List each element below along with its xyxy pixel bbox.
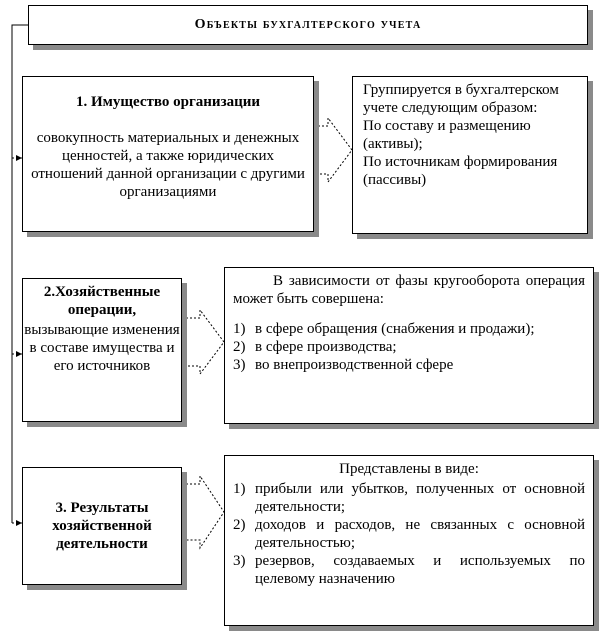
object-2-heading: 2.Хозяйственные операции, [43, 284, 161, 318]
object-2-detail-intro: В зависимости от фазы кругооборота операция может быть совершена: [233, 273, 585, 307]
object-3-detail-intro: Представлены в виде: [339, 461, 479, 477]
block-arrow-1 [314, 118, 352, 182]
object-3-detail-box [224, 455, 594, 626]
list-item: 1) в сфере обращения (снабжения и продажи); [233, 321, 535, 337]
block-arrow-2 [182, 310, 224, 374]
diagram-title: Объекты бухгалтерского учета [194, 17, 422, 32]
title-box [28, 5, 588, 45]
list-item: 2) доходов и расходов, не связанных с основной деятельностью; [233, 517, 585, 551]
object-2-description: вызывающие изменения в составе имущества и его источников [24, 322, 180, 374]
object-1-detail-intro: Группируется в бухгалтерском учете следующим образом: [363, 82, 559, 116]
object-1-heading: 1. Имущество организации [75, 94, 261, 110]
object-2-box [22, 278, 182, 422]
list-item: 3) во внепроизводственной сфере [233, 357, 454, 373]
object-1-detail-line-2: По источникам формирования (пассивы) [363, 154, 558, 188]
object-1-detail-line-1: По составу и размещению (активы); [363, 118, 531, 152]
list-item: 2) в сфере производства; [233, 339, 397, 355]
object-3-heading: 3. Результаты хозяйственной деятельности [52, 500, 152, 552]
object-1-description: совокупность материальных и денежных ценностей, а также юридических отношений данной организации с другими организациями [31, 130, 305, 200]
block-arrow-3 [182, 476, 224, 548]
object-3-box [22, 467, 182, 585]
object-3-detail-list [233, 480, 585, 588]
object-2-detail-list [233, 320, 585, 374]
list-item: 1) прибыли или убытков, полученных от основной деятельности; [233, 481, 585, 515]
object-1-box [22, 76, 314, 232]
object-2-detail-box [224, 267, 594, 424]
object-1-detail-box [352, 76, 588, 234]
list-item: 3) резервов, создаваемых и используемых по целевому назначению [233, 553, 585, 587]
